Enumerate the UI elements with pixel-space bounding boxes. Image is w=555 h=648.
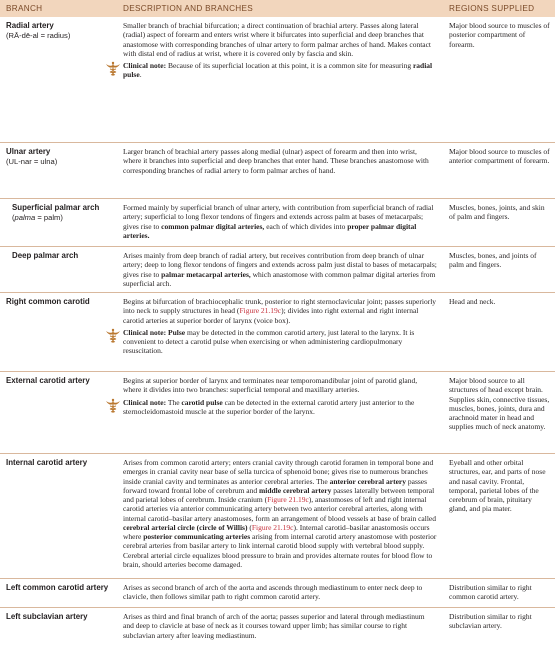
regions-supplied: Major blood source to muscles of posterior compartment of forearm. bbox=[449, 21, 550, 49]
table-row bbox=[0, 143, 555, 199]
branch-name: Deep palmar arch bbox=[12, 251, 79, 260]
branch-description: Arises as second branch of arch of the aorta and ascends through mediastinum to enter neck deep to clavicle, then follows similar path to right common carotid artery. bbox=[123, 583, 423, 602]
figure-link[interactable]: Figure 21.19c bbox=[251, 522, 294, 532]
regions-supplied: Head and neck. bbox=[449, 297, 496, 306]
table-row bbox=[0, 454, 555, 579]
branch-name: Left common carotid artery bbox=[6, 583, 109, 592]
etymology: (UL-nar = ulna) bbox=[6, 156, 58, 166]
branch-description: Arises as third and final branch of arch of the aorta; passes superior and lateral through mediastinum and deep to clavicle at base of neck as it courses toward upper limb; has similar course to right subclavian artery after leaving mediastinum. bbox=[123, 612, 425, 640]
table-row bbox=[0, 17, 555, 143]
clinical-note: Clinical note: Because of its superficial location at this point, it is a common site for measuring radial pulse. bbox=[123, 61, 437, 80]
table-row bbox=[0, 247, 555, 293]
figure-link[interactable]: Figure 21.19c bbox=[239, 306, 282, 316]
regions-supplied: Major blood source to muscles of anterior compartment of forearm. bbox=[449, 147, 550, 166]
caduceus-icon bbox=[105, 61, 121, 80]
branch-description: Arises from common carotid artery; enters cranial cavity through carotid foramen in temporal bone and emerges in cranial cavity near base of sella turcica of sphenoid bone; gives rise to numerous branches inside cranial cavity and terminates as anterior cerebral arteries. The anterior cerebral artery passes forward toward frontal lobe of cerebrum and middle cerebral artery passes laterally between temporal and parietal lobes of cerebrum. Inside cranium (Figure 21.19c), anastomoses of left and right internal carotid arteries via anterior communicating artery between two anterior cerebral arteries, along with internal carotid–basilar artery anastomoses, form an arrangement of blood vessels at base of brain called cerebral arterial circle (circle of Willis) (Figure 21.19c). Internal carotid–basilar anastomosis occurs where posterior communicating arteries arising from internal carotid artery anastomose with posterior cerebral arteries from basilar artery to link internal carotid blood supply with vertebral blood supply. Cerebral arterial circle equalizes blood pressure to brain and provides alternate routes for blood flow to brain, should arteries become damaged. bbox=[123, 458, 437, 569]
figure-link[interactable]: Figure 21.19c bbox=[267, 495, 309, 504]
branch-name: Ulnar artery (UL-nar = ulna) bbox=[6, 147, 58, 166]
table-row bbox=[0, 293, 555, 372]
table-row bbox=[0, 579, 555, 608]
regions-supplied: Muscles, bones, joints, and skin of palm and fingers. bbox=[449, 203, 545, 222]
branch-description: Arises mainly from deep branch of radial artery, but receives contribution from deep branch of ulnar artery; deep to long flexor tendons of fingers and extends across palm just distal to bases of metacarpals; gives rise to palmar metacarpal arteries, which anastomose with common palmar digital arteries from superficial arch. bbox=[123, 251, 437, 288]
branch-description: Begins at bifurcation of brachiocephalic trunk, posterior to right sternoclavicular joint; passes superiorly into neck to supply structures in head (Figure 21.19c); divides into right external and right internal carotid arteries at superior border of larynx (voice box). Clinical note: Pulse may be detected in the common carotid artery, just lateral to the larynx. It is convenient to detect a carotid pulse when exercising or when administering cardiopulmonary resuscitation. bbox=[117, 297, 443, 366]
clinical-note: Clinical note: Pulse may be detected in the common carotid artery, just lateral to the larynx. It is convenient to detect a carotid pulse when exercising or when administering cardiopulmonary resuscitation. bbox=[123, 328, 437, 356]
etymology: (RĀ-dē-al = radius) bbox=[6, 30, 71, 40]
branch-description: Larger branch of brachial artery passes along medial (ulnar) aspect of forearm and then into wrist, where it branches into superficial and deep branches that enter hand. These branches anastomose with corresponding branches of radial artery to form palmar arches of hand. bbox=[123, 147, 429, 175]
regions-supplied: Eyeball and other orbital structures, ear, and parts of nose and nasal cavity. Frontal, temporal, parietal lobes of the cerebrum of brain, pituitary gland, and pia mater. bbox=[449, 458, 546, 514]
branch-name: Superficial palmar arch (palma = palm) bbox=[12, 203, 100, 222]
table-row bbox=[0, 372, 555, 454]
regions-supplied: Major blood source to all structures of head except brain. Supplies skin, connective tissues, muscles, bones, joints, dura and arachnoid mater in head and supplies much of neck anatomy. bbox=[449, 376, 550, 432]
branch-description: Begins at superior border of larynx and terminates near temporomandibular joint of parotid gland, where it divides into two branches: superficial temporal and maxillary arteries. Clinical note: The carotid pulse can be detected in the external carotid artery just anterior to the sternocleidomastoid muscle at the superior border of the larynx. bbox=[117, 376, 443, 448]
caduceus-icon bbox=[105, 328, 121, 356]
clinical-note: Clinical note: The carotid pulse can be detected in the external carotid artery just anterior to the sternocleidomastoid muscle at the superior border of the larynx. bbox=[123, 398, 437, 417]
branch-name: External carotid artery bbox=[6, 376, 90, 385]
regions-supplied: Distribution similar to right common carotid artery. bbox=[449, 583, 532, 602]
branch-name: Right common carotid bbox=[6, 297, 90, 306]
branch-description: Formed mainly by superficial branch of ulnar artery, with contribution from superficial branch of radial artery; superficial to long flexor tendons of fingers and extends across palm at bases of metacarpals; gives rise to common palmar digital arteries, each of which divides into proper palmar digital arteries. bbox=[123, 203, 434, 240]
etymology: (palma = palm) bbox=[12, 212, 63, 222]
header-branch: BRANCH bbox=[6, 4, 43, 13]
table-row bbox=[0, 608, 555, 648]
header-regions: REGIONS SUPPLIED bbox=[449, 4, 535, 13]
regions-supplied: Muscles, bones, and joints of palm and fingers. bbox=[449, 251, 537, 270]
header-description: DESCRIPTION AND BRANCHES bbox=[123, 4, 254, 13]
table-row bbox=[0, 199, 555, 247]
caduceus-icon bbox=[105, 398, 121, 417]
branch-name: Left subclavian artery bbox=[6, 612, 88, 621]
branch-name: Internal carotid artery bbox=[6, 458, 88, 467]
table-header bbox=[0, 0, 555, 17]
branch-name: Radial artery (RĀ-dē-al = radius) bbox=[6, 21, 71, 40]
branch-description: Smaller branch of brachial bifurcation; a direct continuation of brachial artery. Passes along lateral (radial) aspect of forearm and enters wrist where it bifurcates into superficial and deep branches that anastomose with corresponding branches of ulnar artery to form palmar arches of hand. Makes contact with distal end of radius at wrist, where it is covered only by fascia and skin. Clinical note: Because of its superficial location at this point, it is a common site for measuring radial pulse. bbox=[117, 21, 443, 137]
regions-supplied: Distribution similar to right subclavian artery. bbox=[449, 612, 532, 631]
